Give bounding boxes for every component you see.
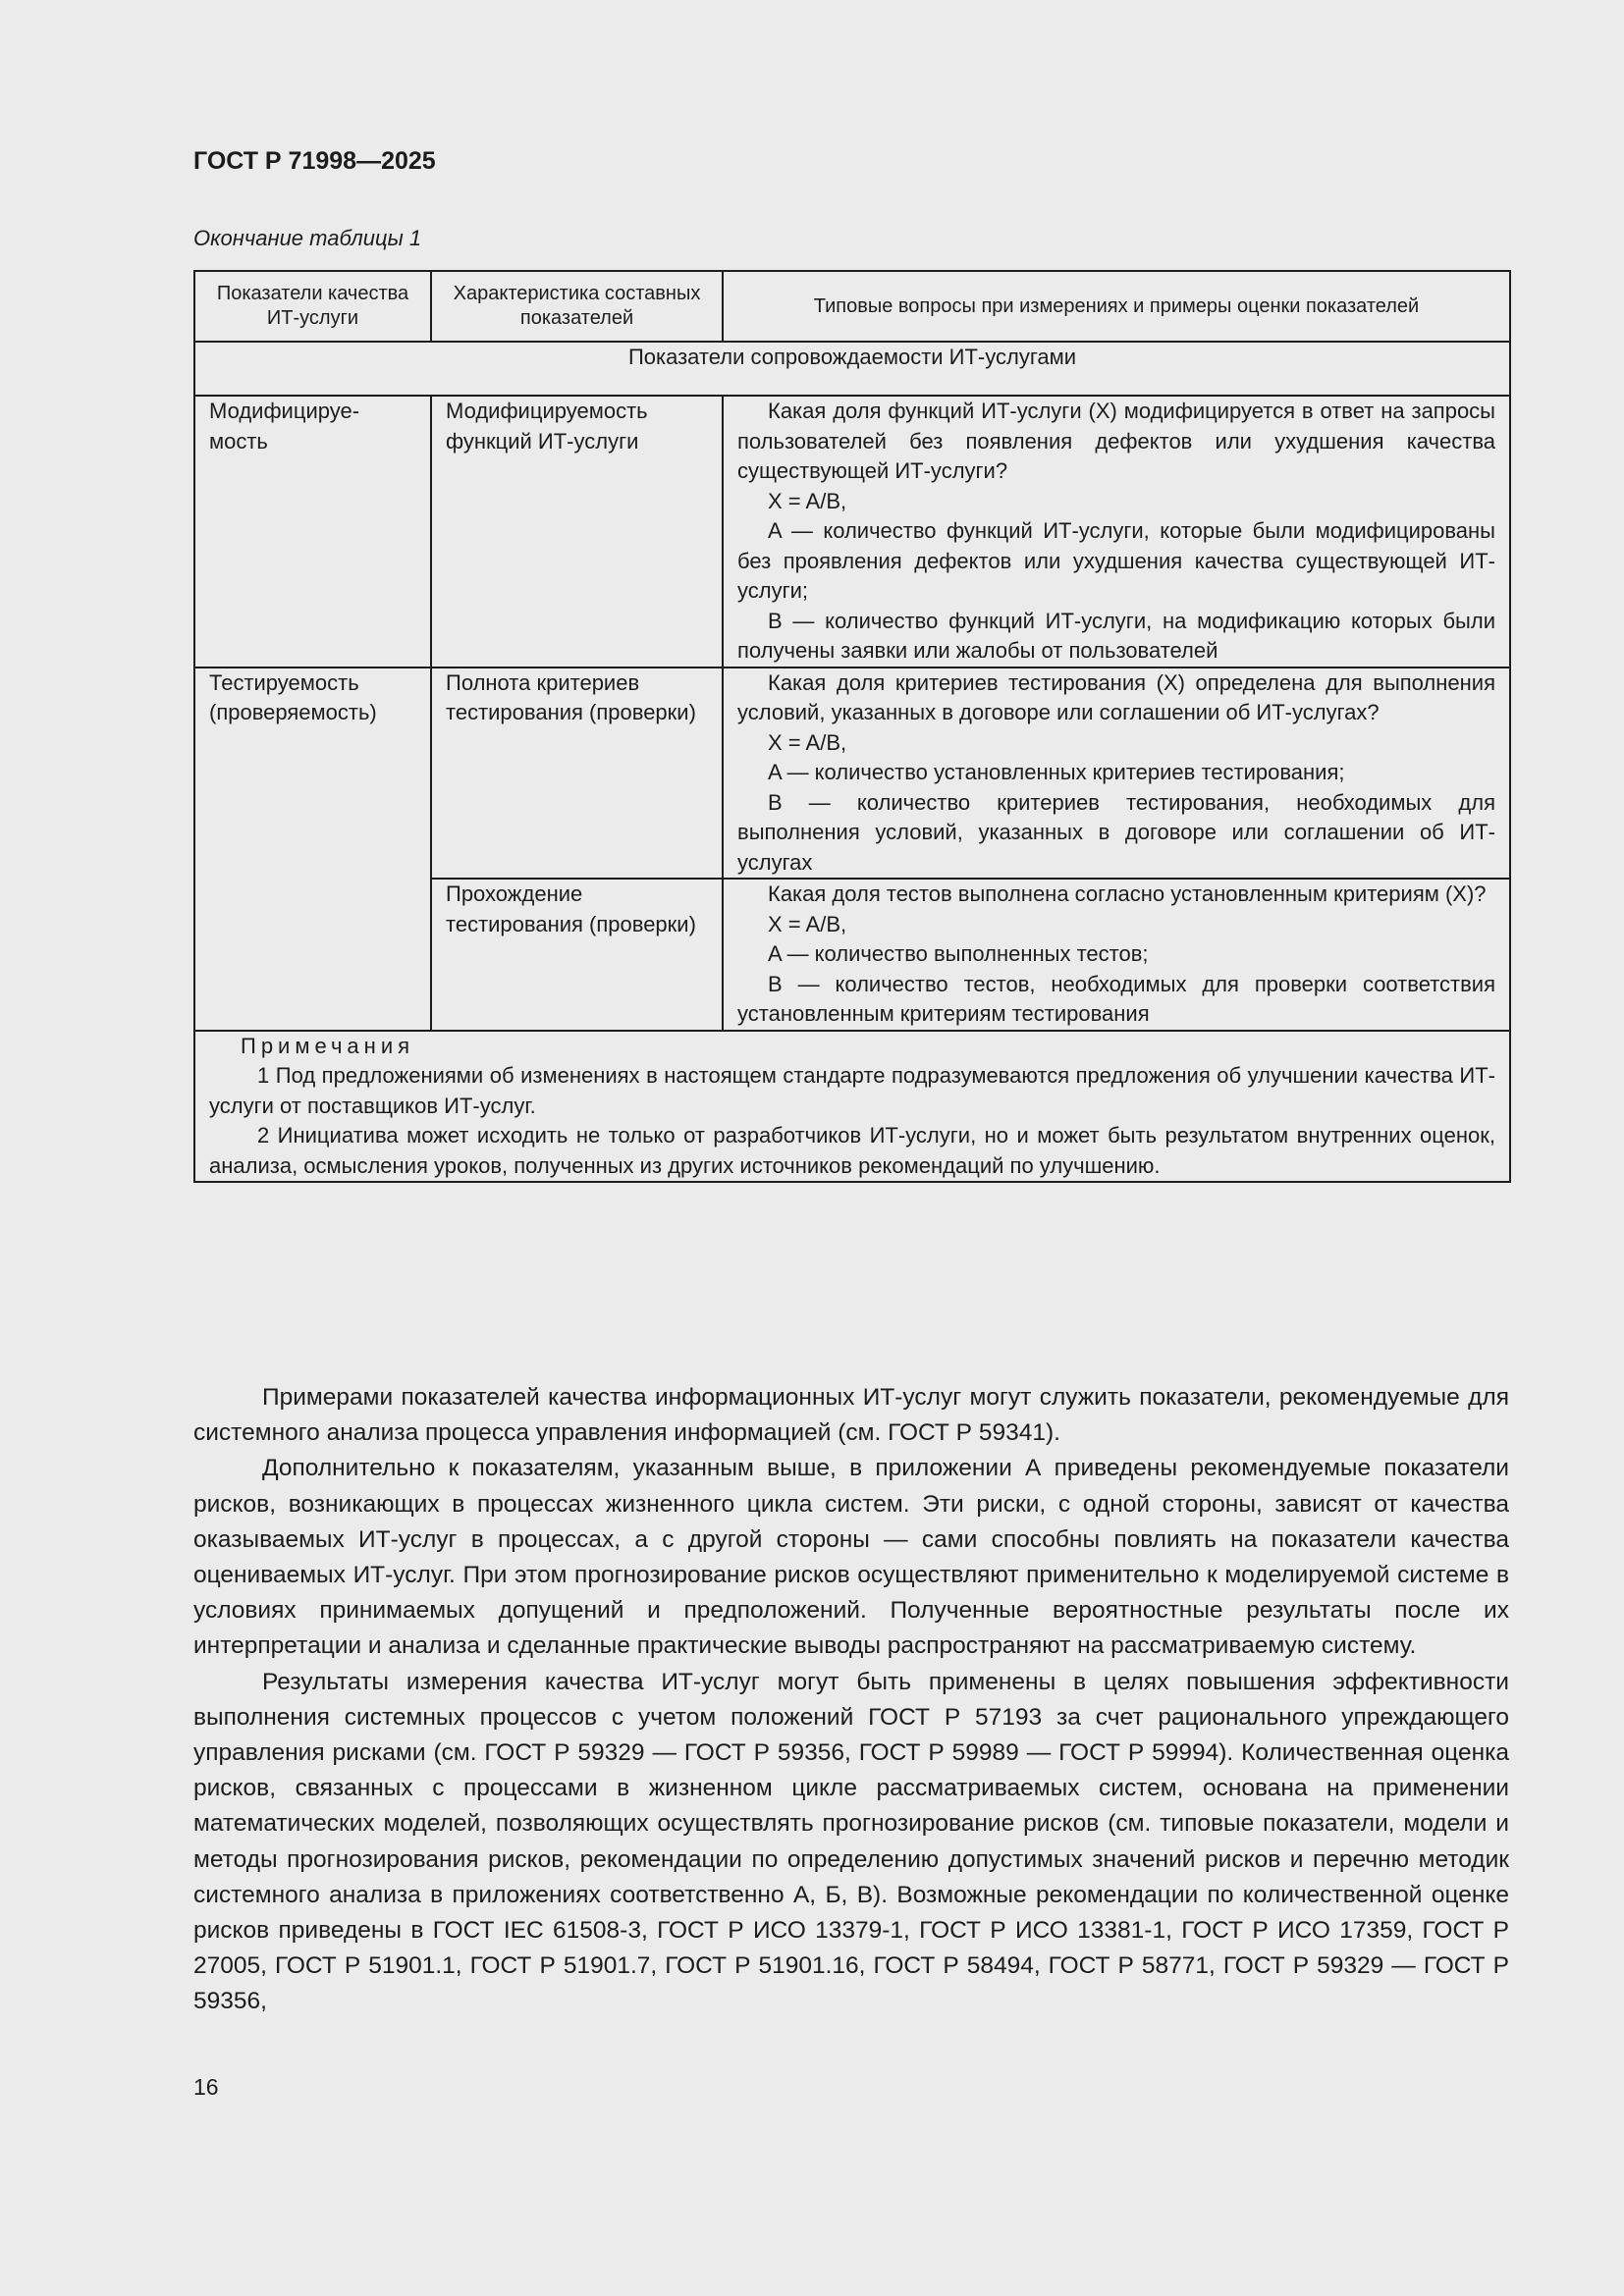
characteristic-cell: Прохождение тестирования (проверки) xyxy=(431,879,723,1031)
definition-a: A — количество установленных критериев тестирования; xyxy=(768,760,1345,784)
indicator-cell: Тестируемость (проверяемость) xyxy=(194,667,431,1031)
table-caption: Окончание таблицы 1 xyxy=(193,226,422,250)
note-2: 2 Инициатива может исходить не только от разработчиков ИТ-услуги, но и может быть результатом внутренних оценок, анализа, осмысления уроков, полученных из других источников рекомендаций по улучшению. xyxy=(209,1123,1495,1178)
question-text: Какая доля критериев тестирования (X) определена для выполнения условий, указанных в договоре или соглашении об ИТ-услугах? xyxy=(737,669,1495,724)
question-cell xyxy=(723,879,1510,1031)
header-questions: Типовые вопросы при измерениях и примеры оценки показателей xyxy=(723,271,1510,342)
section-title: Показатели сопровождаемости ИТ-услугами xyxy=(194,342,1510,396)
quality-indicators-table xyxy=(193,270,1511,1183)
page-number: 16 xyxy=(193,2074,219,2100)
question-text: Какая доля функций ИТ-услуги (X) модифицируется в ответ на запросы пользователей без появления дефектов или ухудшения качества существующей ИТ-услуги? xyxy=(737,399,1495,483)
question-cell xyxy=(723,396,1510,667)
section-row xyxy=(194,342,1510,396)
notes-row xyxy=(194,1031,1510,1183)
header-indicators: Показатели качества ИТ-услуги xyxy=(194,271,431,342)
formula-text: X = A/B, xyxy=(768,911,847,936)
indicator-cell: Модифицируе-мость xyxy=(194,396,431,667)
body-text xyxy=(193,1380,1509,2020)
characteristic-cell: Полнота критериев тестирования (проверки) xyxy=(431,667,723,880)
question-cell xyxy=(723,667,1510,880)
table-header-row xyxy=(194,271,1510,342)
question-text: Какая доля тестов выполнена согласно установленным критериям (X)? xyxy=(768,881,1487,906)
header-characteristics: Характеристика составных показателей xyxy=(431,271,723,342)
paragraph-1: Примерами показателей качества информационных ИТ-услуг могут служить показатели, рекомендуемые для системного анализа процесса управления информацией (см. ГОСТ Р 59341). xyxy=(193,1384,1509,1447)
formula-text: X = A/B, xyxy=(768,729,847,755)
note-1: 1 Под предложениями об изменениях в настоящем стандарте подразумеваются предложения об улучшении качества ИТ-услуги от поставщиков ИТ-услуг. xyxy=(209,1063,1495,1118)
definition-a: A — количество функций ИТ-услуги, которые были модифицированы без проявления дефектов или ухудшения качества существующей ИТ-услуги; xyxy=(737,518,1495,603)
notes-title: Примечания xyxy=(241,1033,415,1058)
table-row xyxy=(194,667,1510,880)
formula-text: X = A/B, xyxy=(768,488,847,513)
definition-b: B — количество функций ИТ-услуги, на модификацию которых были получены заявки или жалобы от пользователей xyxy=(737,608,1495,663)
characteristic-cell: Модифицируемость функций ИТ-услуги xyxy=(431,396,723,667)
definition-b: B — количество тестов, необходимых для проверки соответствия установленным критериям тестирования xyxy=(737,971,1495,1026)
paragraph-3: Результаты измерения качества ИТ-услуг могут быть применены в целях повышения эффективности выполнения системных процессов с учетом положений ГОСТ Р 57193 за счет рационального упреждающего управления рисками (см. ГОСТ Р 59329 — ГОСТ Р 59356, ГОСТ Р 59989 — ГОСТ Р 59994). Количественная оценка рисков, связанных с процессами в жизненном цикле рассматриваемых систем, основана на применении математических моделей, позволяющих осуществлять прогнозирование рисков (см. типовые показатели, модели и методы прогнозирования рисков, рекомендации по определению допустимых значений рисков и перечню методик системного анализа в приложениях соответственно А, Б, В). Возможные рекомендации по количественной оценке рисков приведены в ГОСТ IEC 61508-3, ГОСТ Р ИСО 13379-1, ГОСТ Р ИСО 13381-1, ГОСТ Р ИСО 17359, ГОСТ Р 27005, ГОСТ Р 51901.1, ГОСТ Р 51901.7, ГОСТ Р 51901.16, ГОСТ Р 58494, ГОСТ Р 58771, ГОСТ Р 59329 — ГОСТ Р 59356, xyxy=(193,1668,1509,2015)
definition-a: A — количество выполненных тестов; xyxy=(768,941,1149,966)
definition-b: B — количество критериев тестирования, необходимых для выполнения условий, указанных в договоре или соглашении об ИТ-услугах xyxy=(737,789,1495,875)
paragraph-2: Дополнительно к показателям, указанным выше, в приложении А приведены рекомендуемые показатели рисков, возникающих в процессах жизненного цикла систем. Эти риски, с одной стороны, зависят от качества оказываемых ИТ-услуг в процессах, а с другой стороны — сами способны повлиять на показатели качества оцениваемых ИТ-услуг. При этом прогнозирование рисков осуществляют применительно к моделируемой системе в условиях принимаемых допущений и предположений. Полученные вероятностные результаты после их интерпретации и анализа и сделанные практические выводы распространяют на рассматриваемую систему. xyxy=(193,1455,1509,1660)
table-row xyxy=(194,396,1510,667)
notes-cell xyxy=(194,1031,1510,1183)
document-header: ГОСТ Р 71998—2025 xyxy=(193,147,436,175)
